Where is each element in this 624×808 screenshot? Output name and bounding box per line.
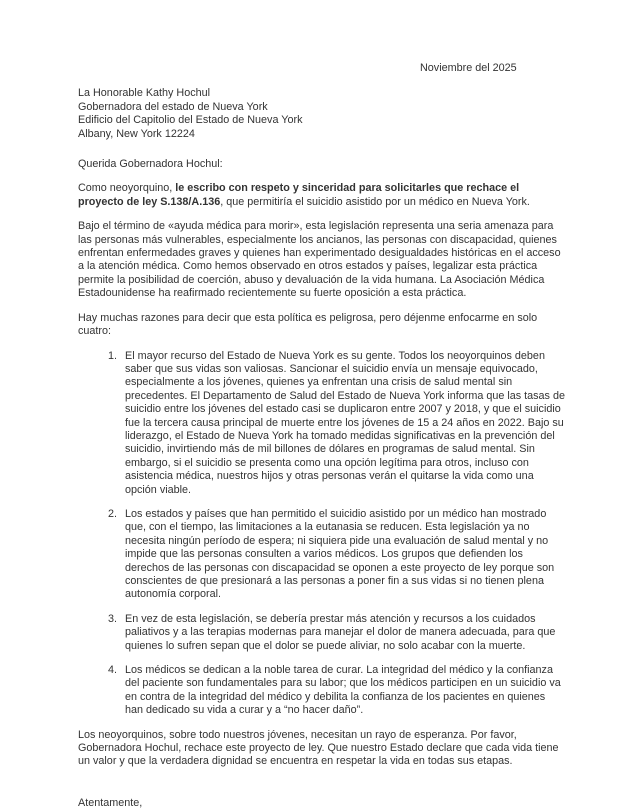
salutation: Querida Gobernadora Hochul: [78,158,223,171]
recipient-name: La Honorable Kathy Hochul [78,87,211,100]
closing-paragraph: Los neoyorquinos, sobre todo nuestros jóvenes, necesitan un rayo de esperanza. Por favor, Gobernadora Hochul, rechace este proyecto de ley. Que nuestro Estado declare que cada vida tiene un valor y que la verdadera dignidad se encuentra en respetar la vida en todas sus etapas. [78,728,559,768]
intro-paragraph-bold-request: le escribo con respeto y sinceridad para solicitarles que rechace el proyecto de ley S.138/A.136 [78,182,520,208]
reason-item-1: 1. El mayor recurso del Estado de Nueva York es su gente. Todos los neoyorquinos deben saber que sus vidas son valiosas. Sancionar el suicidio envía un mensaje equivocado, especialmente a los jóvenes, quienes ya enfrentan una crisis de salud mental sin precedentes. El Departamento de Salud del Estado de Nueva York informa que las tasas de suicidio entre los jóvenes del estado casi se duplicaron entre 2007 y 2018, y que el suicidio fue la tercera causa principal de muerte entre los jóvenes de 15 a 24 años en 2022. Bajo su liderazgo, el Estado de Nueva York ha tomado medidas significativas en la prevención del suicidio, invirtiendo más de mil billones de dólares en programas de salud mental. Sin embargo, si el suicidio se presenta como una opción legítima para otros, incluso con asistencia médica, nuestros hijos y otras personas verán el quitarse la vida como una opción viable. [120,350,566,497]
recipient-title: Gobernadora del estado de Nueva York [78,100,268,113]
reasons-intro-paragraph: Hay muchas razones para decir que esta política es peligrosa, pero déjenme enfocarme en solo cuatro: [78,311,538,338]
recipient-address-line-2: Albany, New York 12224 [78,127,195,140]
reasons-list [78,350,566,718]
reason-item-3: 3. En vez de esta legislación, se debería prestar más atención y recursos a los cuidados paliativos y a las terapias modernas para manejar el dolor de manera adecuada, para que quienes lo sufren sepan que el dolor se puede aliviar, no solo acabar con la muerte. [120,613,566,653]
intro-paragraph-post: , que permitiría el suicidio asistido por un médico en Nueva York. [220,195,530,208]
reason-item-4: 4. Los médicos se dedican a la noble tarea de curar. La integridad del médico y la confianza del paciente son fundamentales para su labor; que los médicos participen en un suicidio va en contra de la integridad del médico y debilita la confianza de los pacientes en quienes han dedicado su vida a curar y a “no hacer daño”. [120,664,566,718]
recipient-address-line-1: Edificio del Capitolio del Estado de Nueva York [78,114,303,127]
threat-paragraph: Bajo el término de «ayuda médica para morir», esta legislación representa una seria amenaza para las personas más vulnerables, especialmente los ancianos, las personas con discapacidad, quienes enfrentan enfermedades graves y quienes han experimentado desigualdades históricas en el acceso a la atención médica. Como hemos observado en otros estados y países, legalizar esta práctica permite la posibilidad de coerción, abuso y devaluación de la vida humana. La Asociación Médica Estadounidense ha reafirmado recientemente su fuerte oposición a esta práctica. [78,220,561,300]
recipient-address-block [78,87,566,141]
intro-paragraph-pre: Como neoyorquino, [78,182,176,195]
signoff: Atentamente, [78,796,143,808]
letter-date: Noviembre del 2025 [420,62,517,74]
reason-item-2: 2. Los estados y países que han permitido el suicidio asistido por un médico han mostrado que, con el tiempo, las limitaciones a la eutanasia se reducen. Esta legislación ya no necesita ningún período de espera; ni siquiera pide una evaluación de salud mental y no impide que las personas consulten a varios médicos. Los grupos que defienden los derechos de las personas con discapacidad se oponen a este proyecto de ley porque son conscientes de que presionará a las personas a poner fin a sus vidas si no tienen plena autonomía corporal. [120,508,566,602]
intro-paragraph [78,182,566,209]
